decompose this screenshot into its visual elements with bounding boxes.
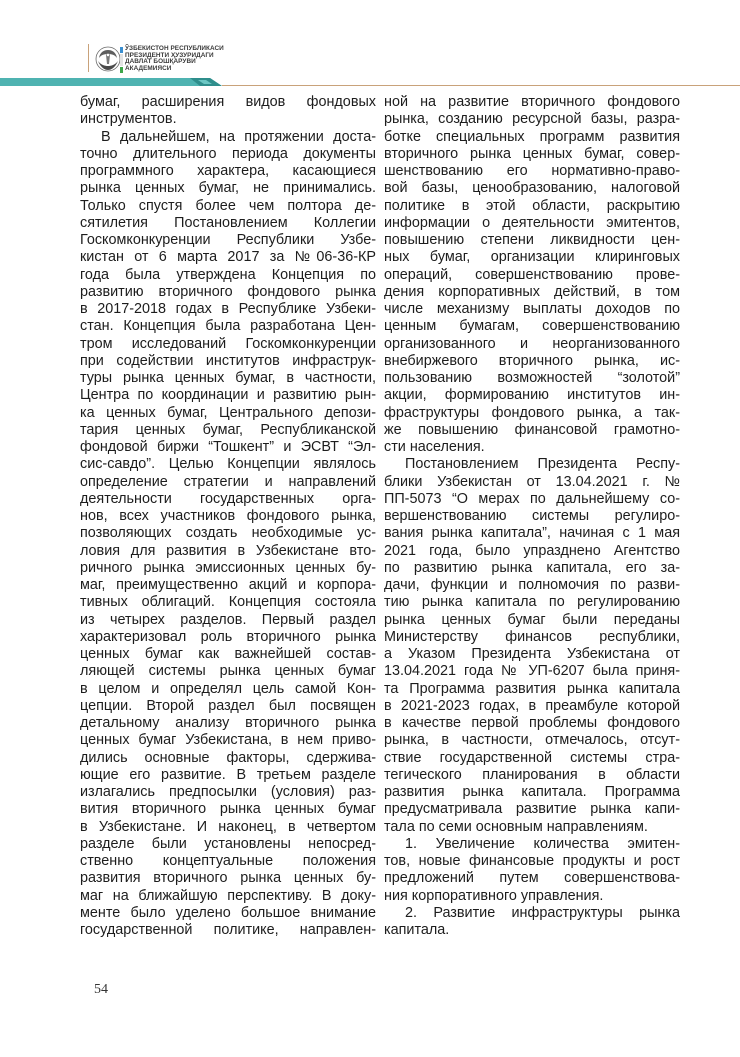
- text-line: [80, 249, 376, 266]
- text-line-content: акции, формированию институтов ин-: [384, 387, 680, 404]
- text-line: [80, 456, 376, 473]
- text-line-content: ной на развитие вторичного фондового: [384, 94, 680, 110]
- text-line: [384, 336, 680, 353]
- text-line: [80, 801, 376, 818]
- text-line-content: повышению степени ликвидности цен-: [384, 232, 680, 248]
- logo-line: ЎЗБЕКИСТОН РЕСПУБЛИКАСИ: [125, 45, 224, 52]
- text-line: [80, 353, 376, 370]
- text-line: [384, 577, 680, 594]
- text-line: [80, 577, 376, 594]
- text-line: [384, 180, 680, 197]
- text-line-content: вания рынка капитала”, начиная с 1 мая: [384, 525, 680, 542]
- text-line-content: детальному анализу вторичного рынка: [80, 715, 376, 731]
- text-line-content: вития вторичного рынка ценных бумаг: [80, 801, 376, 818]
- text-line: [80, 491, 376, 508]
- text-line: [384, 801, 680, 818]
- text-line-content: рынка, созданию ресурсной базы, разра-: [384, 111, 680, 128]
- text-line-content: ствие государственной системы стра-: [384, 749, 680, 766]
- text-line: [80, 94, 376, 111]
- text-line: [384, 560, 680, 577]
- text-line-content: тром исследований Госкомконкуренции: [80, 335, 376, 352]
- text-line: [384, 853, 680, 870]
- text-line-content: кистан от 6 марта 2017 за №06-36-КР: [80, 249, 376, 266]
- text-line: [80, 370, 376, 387]
- text-line-content: дились основные факторы, сдержива-: [80, 749, 376, 766]
- logo-line: АКАДЕМИЯСИ: [125, 64, 172, 72]
- text-line-content: тала по семи основным направлениям.: [384, 818, 648, 835]
- text-line: [80, 612, 376, 629]
- text-line: [384, 301, 680, 318]
- text-line-content: государственной политике, направлен-: [80, 922, 376, 938]
- flag-bar-blue: [120, 47, 123, 53]
- text-line: [80, 870, 376, 887]
- text-line: [80, 888, 376, 905]
- text-line-content: развития рынка капитала. Программа: [384, 784, 680, 800]
- text-line-content: ловия для развития в Узбекистане вто-: [80, 542, 376, 559]
- flag-bar-white: [120, 54, 123, 60]
- text-line-content: ственно концептуальные положения: [80, 853, 376, 869]
- text-line-content: ных бумаг, организации клиринговых: [384, 249, 680, 266]
- text-line: [80, 336, 376, 353]
- text-line: [384, 353, 680, 370]
- text-line: [80, 301, 376, 318]
- text-line-content: организованного и неорганизованного: [384, 335, 680, 352]
- text-line-content: та Программа развития рынка капитала: [384, 680, 680, 697]
- text-line: [80, 180, 376, 197]
- text-line: [384, 594, 680, 611]
- text-line-content: рынка ценных бумаг были переданы: [384, 611, 680, 628]
- text-line: [80, 732, 376, 749]
- text-line-content: точно длительного периода документы: [80, 145, 376, 162]
- text-line-content: вершенствованию системы регулиро-: [384, 508, 680, 524]
- text-line-content: характеризовал роль вторичного рынка: [80, 628, 376, 645]
- text-line-content: тария ценных бумаг, Республиканской: [80, 421, 376, 438]
- text-line: [384, 267, 680, 284]
- text-line-content: сти населения.: [384, 439, 485, 455]
- text-line: [384, 732, 680, 749]
- text-line: [80, 905, 376, 922]
- text-line-content: Центра по координации и развитию рын-: [80, 387, 376, 404]
- text-line-content: при содействии институтов инфраструк-: [80, 352, 376, 369]
- text-line: [80, 543, 376, 560]
- text-line-content: Постановлением Президента Респу-: [405, 456, 680, 473]
- text-line: [80, 629, 376, 646]
- text-line-content: ричного рынка эмиссионных ценных бу-: [80, 559, 376, 576]
- text-line: [384, 646, 680, 663]
- text-line: [384, 681, 680, 698]
- text-line: [80, 560, 376, 577]
- text-line-content: ПП-5073 “О мерах по дальнейшему со-: [384, 490, 680, 507]
- text-line-content: операций, совершенствованию прове-: [384, 266, 680, 283]
- text-line: [80, 681, 376, 698]
- text-line: [384, 870, 680, 887]
- text-line: [384, 146, 680, 163]
- text-line: [384, 94, 680, 111]
- text-line-content: маг на ближайшую перспективу. В доку-: [80, 887, 376, 904]
- text-line: [80, 663, 376, 680]
- text-line: [384, 318, 680, 335]
- text-line: [80, 232, 376, 249]
- text-line: [384, 405, 680, 422]
- text-line: [384, 163, 680, 180]
- bird-emblem-icon: [95, 46, 121, 72]
- text-line: [80, 474, 376, 491]
- text-line-content: фраструктуры фондового рынка, а так-: [384, 404, 680, 421]
- text-line: [80, 715, 376, 732]
- text-line-content: ния корпоративного управления.: [384, 887, 604, 904]
- text-line: [80, 525, 376, 542]
- text-line-content: деятельности государственных орга-: [80, 490, 376, 507]
- text-line-content: а Указом Президента Узбекистана от: [384, 646, 680, 662]
- text-line: [384, 784, 680, 801]
- text-line: [384, 819, 680, 836]
- text-line-content: маг, преимущественно акций и корпора-: [80, 577, 376, 593]
- text-line-content: капитала.: [384, 922, 450, 938]
- text-line: [80, 284, 376, 301]
- text-line-content: же повышению финансовой грамотно-: [384, 421, 680, 438]
- text-line: [384, 284, 680, 301]
- text-line: [80, 198, 376, 215]
- text-line: [384, 612, 680, 629]
- text-line-content: инструментов.: [80, 111, 177, 128]
- text-line: [80, 405, 376, 422]
- text-line-content: Госкомконкуренции Республики Узбе-: [80, 232, 376, 248]
- text-line: [384, 439, 680, 456]
- text-line-content: шенствованию его нормативно-право-: [384, 163, 680, 179]
- text-line: [80, 767, 376, 784]
- text-line-content: В дальнейшем, на протяжении доста-: [101, 128, 376, 145]
- left-text-column: [80, 94, 376, 939]
- text-line: [384, 629, 680, 646]
- text-line-content: года была утверждена Концепция по: [80, 266, 376, 283]
- text-line-content: цепции. Второй раздел был посвящен: [80, 697, 376, 714]
- text-line: [384, 698, 680, 715]
- text-line-content: развития вторичного рынка ценных бу-: [80, 870, 376, 887]
- text-line: [384, 387, 680, 404]
- text-line: [384, 370, 680, 387]
- text-line: [384, 456, 680, 473]
- text-line-content: ценных бумаг Узбекистана, в нем приво-: [80, 732, 376, 749]
- text-line-content: нов, всех участников фондового рынка,: [80, 508, 376, 524]
- academy-logo-text: [125, 46, 224, 72]
- right-text-column: [384, 94, 680, 939]
- text-line-content: сис-савдо”. Целью Концепции являлось: [80, 456, 376, 473]
- text-line: [384, 474, 680, 491]
- text-line: [384, 888, 680, 905]
- text-line-content: предложений путем совершенствова-: [384, 870, 680, 887]
- text-line-content: излагались предпосылки (условия) раз-: [80, 784, 376, 800]
- text-line-content: информации о деятельности эмитентов,: [384, 214, 680, 231]
- text-line-content: разделе были установлены непосред-: [80, 835, 376, 852]
- text-line: [80, 129, 376, 146]
- text-line-content: ценных бумаг как важнейшей состав-: [80, 646, 376, 662]
- text-line-content: определение стратегии и направлений: [80, 473, 376, 490]
- text-line-content: стан. Концепция была разработана Цен-: [80, 318, 376, 335]
- text-line: [80, 508, 376, 525]
- flag-bar-white-2: [120, 60, 123, 66]
- text-line: [80, 387, 376, 404]
- text-line-content: сятилетия Постановлением Коллегии: [80, 214, 376, 231]
- text-line-content: тивных облигаций. Концепция состояла: [80, 594, 376, 611]
- text-line-content: рынка ценных бумаг, не принимались.: [80, 180, 376, 197]
- logo-divider: [88, 44, 89, 72]
- text-line-content: тов, новые финансовые продукты и рост: [384, 853, 680, 869]
- text-line-content: из четырех разделов. Первый раздел: [80, 611, 376, 628]
- header-band: [0, 78, 740, 88]
- text-line: [80, 318, 376, 335]
- text-line-content: тегического планирования в области: [384, 766, 680, 783]
- text-line: [80, 819, 376, 836]
- text-line: [80, 922, 376, 939]
- text-line-content: фондовой биржи “Тошкент” и ЭСВТ “Эл-: [80, 439, 376, 455]
- page-number: 54: [94, 982, 108, 997]
- text-line: [80, 853, 376, 870]
- text-line-content: туры рынка ценных бумаг, в частности,: [80, 370, 376, 386]
- text-line-content: 2021 года, было упразднено Агентство: [384, 542, 680, 559]
- text-line-content: тию рынка капитала по регулированию: [384, 594, 680, 611]
- text-line: [384, 198, 680, 215]
- text-line: [80, 422, 376, 439]
- text-line-content: вой базы, ценообразованию, налоговой: [384, 180, 680, 197]
- text-line: [384, 663, 680, 680]
- text-line-content: ляющей системы рынка ценных бумаг: [80, 663, 376, 680]
- text-line-content: блики Узбекистан от 13.04.2021 г. №: [384, 473, 680, 490]
- text-line-content: внебиржевого вторичного рынка, ис-: [384, 352, 680, 369]
- text-line-content: позволяющих создать необходимые ус-: [80, 525, 376, 542]
- text-line-content: по развитию рынка капитала, его за-: [384, 559, 680, 576]
- text-line-content: 2. Развитие инфраструктуры рынка: [405, 904, 680, 921]
- text-line: [384, 232, 680, 249]
- text-line: [384, 422, 680, 439]
- text-line: [384, 836, 680, 853]
- text-line-content: Только спустя более чем полтора де-: [80, 197, 376, 214]
- text-line: [80, 784, 376, 801]
- flag-bars: [120, 47, 123, 72]
- text-line: [384, 111, 680, 128]
- logo-line: ПРЕЗИДЕНТИ ҲУЗУРИДАГИ: [125, 51, 214, 59]
- text-line: [80, 646, 376, 663]
- logo-line: ДАВЛАТ БОШҚАРУВИ: [125, 58, 196, 66]
- text-line: [384, 129, 680, 146]
- text-line-content: ценным бумагам, совершенствованию: [384, 318, 680, 335]
- text-line-content: числе механизму выплаты доходов по: [384, 301, 680, 317]
- text-line: [384, 750, 680, 767]
- text-line-content: в целом и определял цель самой Кон-: [80, 680, 376, 697]
- text-line-content: 1. Увеличение количества эмитен-: [405, 835, 680, 852]
- text-line: [80, 750, 376, 767]
- text-line: [384, 491, 680, 508]
- text-line: [384, 922, 680, 939]
- text-line: [80, 439, 376, 456]
- page-header: [0, 0, 740, 90]
- text-line-content: ющие его развитие. В третьем разделе: [80, 766, 376, 783]
- text-line: [384, 215, 680, 232]
- text-line-content: пользованию возможностей “золотой”: [384, 370, 680, 386]
- text-line: [80, 111, 376, 128]
- text-line-content: бумаг, расширения видов фондовых: [80, 94, 376, 110]
- text-line-content: предусматривала развитие рынка капи-: [384, 801, 680, 818]
- text-line: [80, 215, 376, 232]
- text-line: [80, 146, 376, 163]
- text-line: [80, 163, 376, 180]
- flag-bar-green: [120, 67, 123, 73]
- text-line-content: политике в этой области, раскрытию: [384, 197, 680, 214]
- text-line-content: ботке специальных программ развития: [384, 128, 680, 145]
- text-line-content: в качестве первой проблемы фондового: [384, 715, 680, 731]
- text-line: [80, 267, 376, 284]
- text-line-content: Министерству финансов республики,: [384, 628, 680, 645]
- text-line: [384, 249, 680, 266]
- text-line: [80, 698, 376, 715]
- text-line: [384, 767, 680, 784]
- text-line: [80, 594, 376, 611]
- text-line-content: в Узбекистане. И наконец, в четвертом: [80, 818, 376, 835]
- text-line: [80, 836, 376, 853]
- text-line: [384, 715, 680, 732]
- text-line-content: рынка, в частности, отмечалось, отсут-: [384, 732, 680, 749]
- text-line-content: вторичного рынка ценных бумаг, совер-: [384, 145, 680, 162]
- text-line-content: дачи, функции и полномочия по разви-: [384, 577, 680, 593]
- text-line: [384, 525, 680, 542]
- text-line: [384, 905, 680, 922]
- text-line-content: 13.04.2021 года № УП-6207 была приня-: [384, 663, 680, 680]
- text-line-content: ка ценных бумаг, Центрального депози-: [80, 404, 376, 421]
- text-line-content: менте было уделено большое внимание: [80, 904, 376, 921]
- text-line: [384, 508, 680, 525]
- text-line: [384, 543, 680, 560]
- text-line-content: развитию вторичного фондового рынка: [80, 283, 376, 300]
- text-line-content: программного характера, касающиеся: [80, 163, 376, 179]
- text-line-content: в 2017-2018 годах в Республике Узбеки-: [80, 301, 376, 317]
- text-line-content: в 2021-2023 годах, в преамбуле которой: [384, 697, 680, 714]
- text-line-content: дения корпоративных действий, в том: [384, 283, 680, 300]
